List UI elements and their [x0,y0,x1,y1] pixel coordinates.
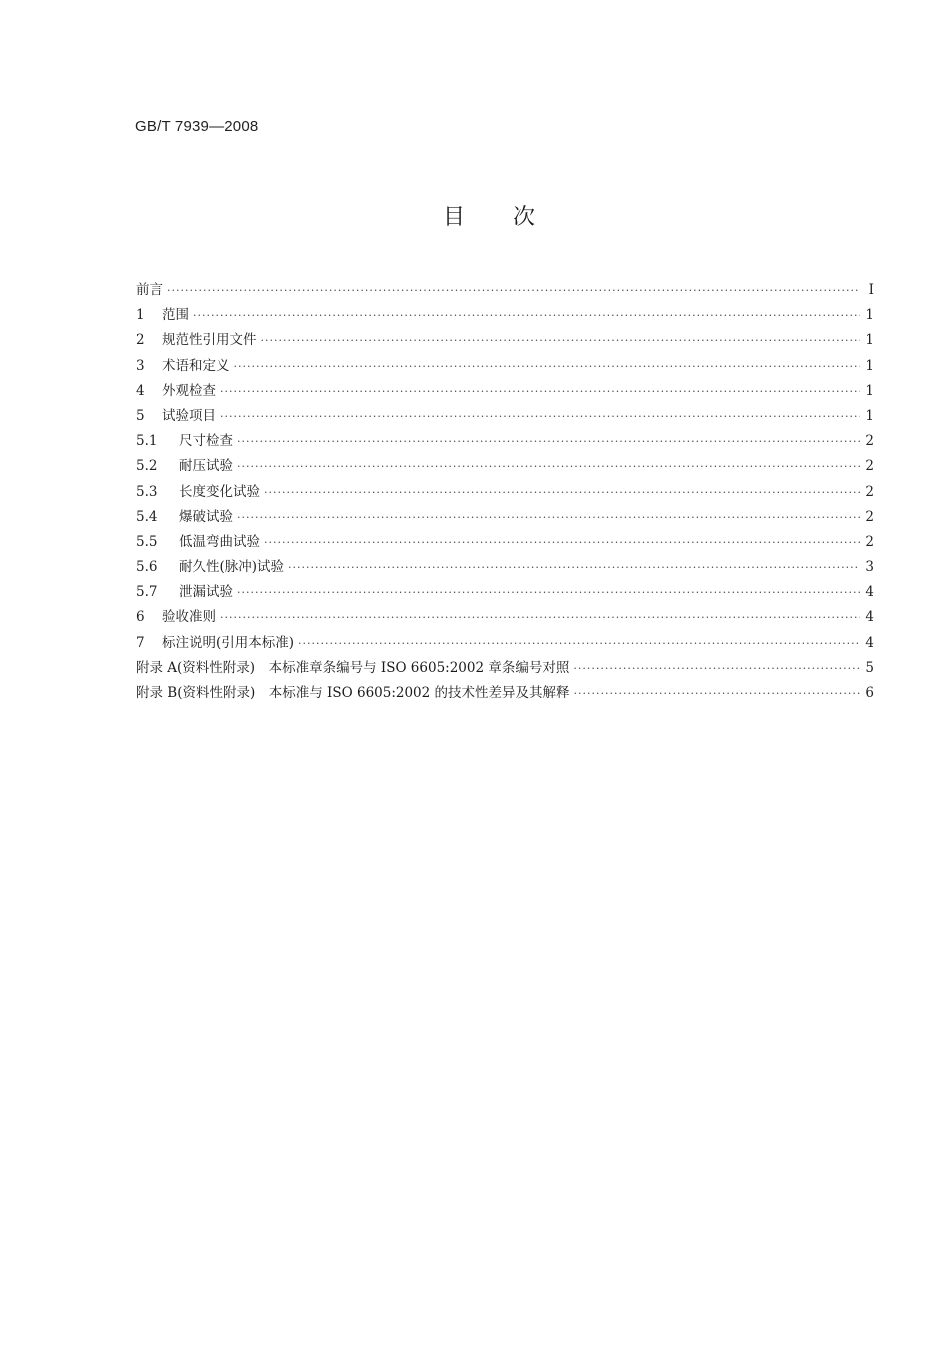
toc-entry-page: 2 [865,483,874,500]
toc-entry-number: 4 [136,382,145,399]
toc-entry-page: 4 [865,609,874,626]
toc-entry-page: 2 [865,433,874,450]
toc-entry-label: 试验项目 [162,407,216,424]
toc-entry-5-6[interactable] [136,555,874,580]
toc-entry-page: 1 [865,307,874,324]
toc-entry-preface[interactable] [136,278,874,303]
toc-entry-label: 附录 A(资料性附录) 本标准章条编号与 ISO 6605:2002 章条编号对照 [136,659,570,676]
toc-entry-label: 标注说明(引用本标准) [162,634,295,651]
toc-entry-label: 长度变化试验 [179,483,260,500]
toc-entry-label: 爆破试验 [179,508,233,525]
toc-entry-page: 5 [865,659,874,676]
toc-leader-dots [220,605,860,630]
toc-entry-number: 2 [136,332,145,349]
toc-entry-label: 尺寸检查 [179,433,233,450]
toc-entry-label: 耐压试验 [179,458,233,475]
toc-entry-7[interactable] [136,631,874,656]
toc-entry-number: 6 [136,609,145,626]
table-of-contents [136,278,874,706]
toc-entry-number: 1 [136,307,145,324]
toc-leader-dots [264,480,860,505]
toc-title-char-1: 目 [442,205,465,230]
toc-entry-5[interactable] [136,404,874,429]
toc-entry-2[interactable] [136,328,874,353]
toc-entry-3[interactable] [136,354,874,379]
toc-entry-page: 2 [865,533,874,550]
toc-entry-page: 1 [865,357,874,374]
toc-leader-dots [167,278,860,303]
toc-leader-dots [573,656,860,681]
toc-leader-dots [237,454,860,479]
toc-title-char-2: 次 [513,205,536,230]
toc-entry-number: 5 [136,407,145,424]
toc-entry-5-5[interactable] [136,530,874,555]
toc-entry-number: 7 [136,634,145,651]
toc-entry-label: 外观检查 [162,382,216,399]
toc-entry-label: 规范性引用文件 [162,332,257,349]
toc-entry-number: 5.2 [136,458,158,475]
toc-entry-6[interactable] [136,605,874,630]
toc-leader-dots [574,681,860,706]
document-code: GB/T 7939—2008 [135,118,259,135]
toc-entry-page: 1 [865,332,874,349]
toc-entry-number: 5.3 [136,483,158,500]
toc-entry-number: 5.6 [136,559,158,576]
toc-entry-number: 5.7 [136,584,158,601]
toc-entry-label: 附录 B(资料性附录) 本标准与 ISO 6605:2002 的技术性差异及其解释 [136,685,570,701]
toc-leader-dots [220,404,860,429]
toc-entry-5-4[interactable] [136,505,874,530]
toc-leader-dots [220,379,860,404]
toc-entry-page: Ⅰ [868,282,874,298]
toc-entry-5-2[interactable] [136,454,874,479]
toc-leader-dots [264,530,860,555]
toc-entry-page: 1 [865,382,874,399]
toc-title [28,200,950,231]
toc-entry-label: 低温弯曲试验 [179,533,260,550]
toc-entry-appendix-a[interactable] [136,656,874,681]
toc-entry-number: 5.4 [136,508,158,525]
toc-leader-dots [261,328,861,353]
toc-entry-4[interactable] [136,379,874,404]
toc-entry-page: 3 [865,559,874,576]
toc-entry-label: 术语和定义 [162,357,230,374]
toc-entry-5-3[interactable] [136,480,874,505]
toc-leader-dots [288,555,860,580]
toc-leader-dots [193,303,860,328]
toc-entry-number: 5.1 [136,433,158,450]
toc-entry-label: 耐久性(脉冲)试验 [179,559,285,576]
toc-entry-5-7[interactable] [136,580,874,605]
toc-entry-page: 2 [865,458,874,475]
toc-entry-1[interactable] [136,303,874,328]
toc-leader-dots [237,505,860,530]
toc-leader-dots [237,580,860,605]
toc-entry-page: 2 [865,508,874,525]
toc-entry-page: 1 [865,407,874,424]
toc-leader-dots [234,354,861,379]
toc-entry-5-1[interactable] [136,429,874,454]
toc-entry-label: 前言 [136,282,163,298]
toc-leader-dots [298,631,860,656]
toc-entry-number: 3 [136,357,145,374]
toc-entry-page: 6 [865,685,874,701]
toc-leader-dots [237,429,860,454]
toc-entry-label: 验收准则 [162,609,216,626]
toc-entry-number: 5.5 [136,533,158,550]
toc-entry-label: 范围 [162,307,189,324]
toc-entry-page: 4 [865,634,874,651]
toc-entry-appendix-b[interactable] [136,681,874,706]
toc-entry-label: 泄漏试验 [179,584,233,601]
toc-entry-page: 4 [865,584,874,601]
